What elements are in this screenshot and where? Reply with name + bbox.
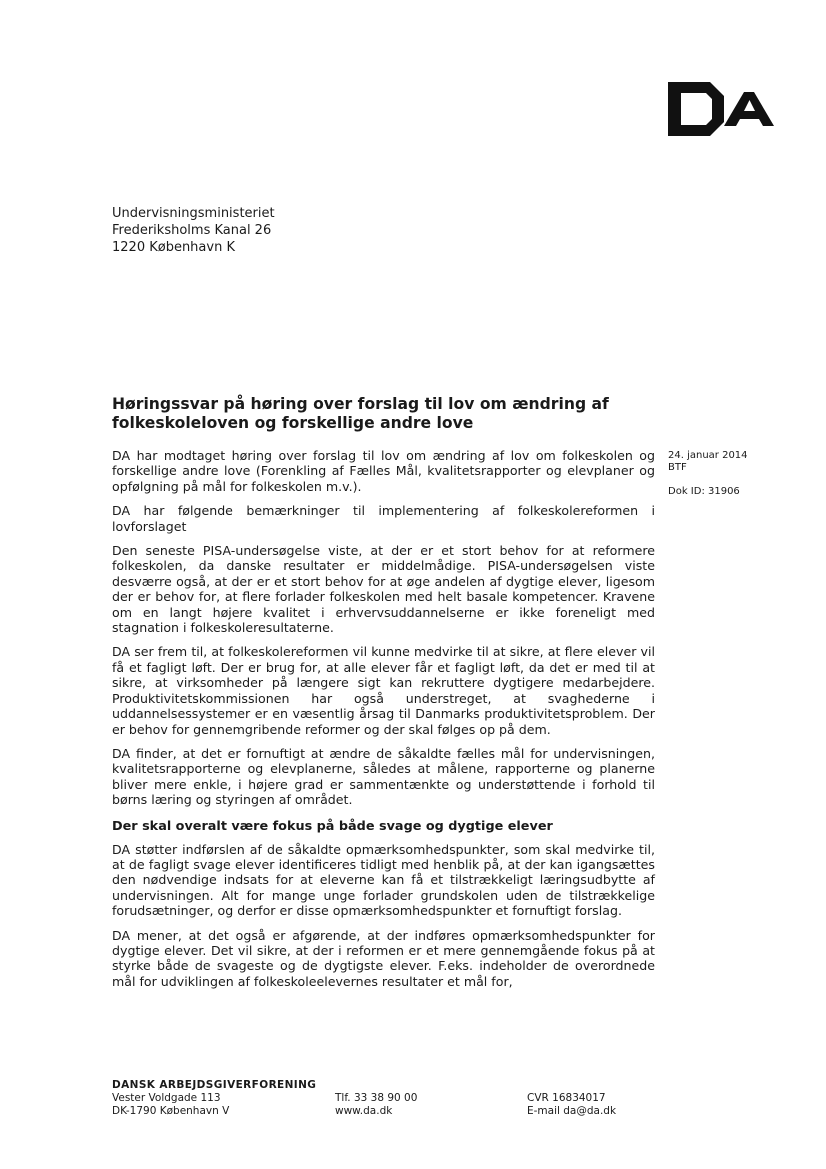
letter-initials: BTF bbox=[668, 462, 687, 473]
paragraph-skilled-students: DA mener, at det også er afgørende, at der indføres opmærksomhedspunkter for dygtige elever. Det vil sikre, at der i reformen er et mere gennemgående fokus på at styrke både de svageste og de dygtigste elever. F.eks. indeholder de overordnede mål for udviklingen af folkeskoleelevernes resultater et mål for, bbox=[112, 927, 655, 989]
paragraph-attention-points: DA støtter indførslen af de såkaldte opmærksomhedspunkter, som skal medvirke til, at de fagligt svage elever identificeres tidligt med henblik på, at der kan igangsættes den nødvendige indsats for at eleverne kan få et tilstrækkeligt læringsudbytte af undervisningen. Alt for mange unge forlader grundskolen uden de tilstrækkelige forudsætninger, og derfor er disse opmærksomhedspunkter et fornuftigt forslag. bbox=[112, 841, 655, 919]
recipient-address bbox=[112, 205, 275, 256]
paragraph-reform: DA ser frem til, at folkeskolereformen vil kunne medvirke til at sikre, at flere elever vil få et fagligt løft. Der er brug for, at alle elever får et fagligt løft, da det er med til at sikre, at virksomheder på længere sigt kan rekruttere dygtigere medarbejdere. Produktivitetskommissionen har også understreget, at svaghederne i uddannelsessystemer er en væsentlig årsag til Danmarks produktivitetsproblem. Der er behov for gennemgribende reformer og der skal følges op på dem. bbox=[112, 644, 655, 737]
da-logo-icon bbox=[668, 82, 780, 136]
paragraph-intro: DA har modtaget høring over forslag til lov om ændring af lov om folkeskolen og forskellige andre love (Forenkling af Fælles Mål, kvalitetsrapporter og elevplaner og opfølgning på mål for folkeskolen m.v.). bbox=[112, 448, 655, 494]
section-subheading: Der skal overalt være fokus på både svage og dygtige elever bbox=[112, 818, 553, 834]
footer-registration bbox=[527, 1092, 616, 1118]
footer-org-name: DANSK ARBEJDSGIVERFORENING bbox=[112, 1079, 317, 1091]
footer-org-block bbox=[112, 1079, 316, 1118]
letter-heading: Høringssvar på høring over forslag til lov om ændring af folkeskoleloven og forskellige andre love bbox=[112, 395, 609, 432]
recipient-city: 1220 København K bbox=[112, 240, 235, 255]
letter-date: 24. januar 2014 bbox=[668, 450, 748, 461]
footer-street: Vester Voldgade 113 bbox=[112, 1092, 221, 1104]
document-id: Dok ID: 31906 bbox=[668, 486, 740, 497]
recipient-street: Frederiksholms Kanal 26 bbox=[112, 223, 272, 238]
letter-body bbox=[112, 448, 655, 998]
footer-phone: Tlf. 33 38 90 00 bbox=[335, 1092, 418, 1104]
recipient-name: Undervisningsministeriet bbox=[112, 206, 275, 221]
footer-city: DK-1790 København V bbox=[112, 1105, 230, 1117]
footer-email-link[interactable]: E-mail da@da.dk bbox=[527, 1105, 617, 1117]
paragraph-goals: DA finder, at det er fornuftigt at ændre de såkaldte fælles mål for undervisningen, kvalitetsrapporterne og elevplanerne, således at målene, rapporterne og planerne bliver mere enkle, i højere grad er sammentænkte og understøttende i forhold til børns læring og styringen af området. bbox=[112, 745, 655, 808]
footer-web-link[interactable]: www.da.dk bbox=[335, 1105, 393, 1117]
footer-cvr: CVR 16834017 bbox=[527, 1092, 606, 1104]
letter-meta bbox=[668, 450, 748, 498]
footer-contact bbox=[335, 1092, 417, 1118]
da-logo bbox=[668, 82, 780, 136]
paragraph-remarks: DA har følgende bemærkninger til implementering af folkeskolereformen i lovforslaget bbox=[112, 503, 655, 534]
paragraph-pisa: Den seneste PISA-undersøgelse viste, at der er et stort behov for at reformere folkeskolen, da danske resultater er middelmådige. PISA-undersøgelsen viste desværre også, at der er et stort behov for at øge andelen af dygtige elever, ligesom der er behov for, at flere forlader folkeskolen med helt basale kompetencer. Kravene om en langt højere kvalitet i erhvervsuddannelserne er ikke foreneligt med stagnation i folkeskoleresultaterne. bbox=[112, 543, 655, 636]
